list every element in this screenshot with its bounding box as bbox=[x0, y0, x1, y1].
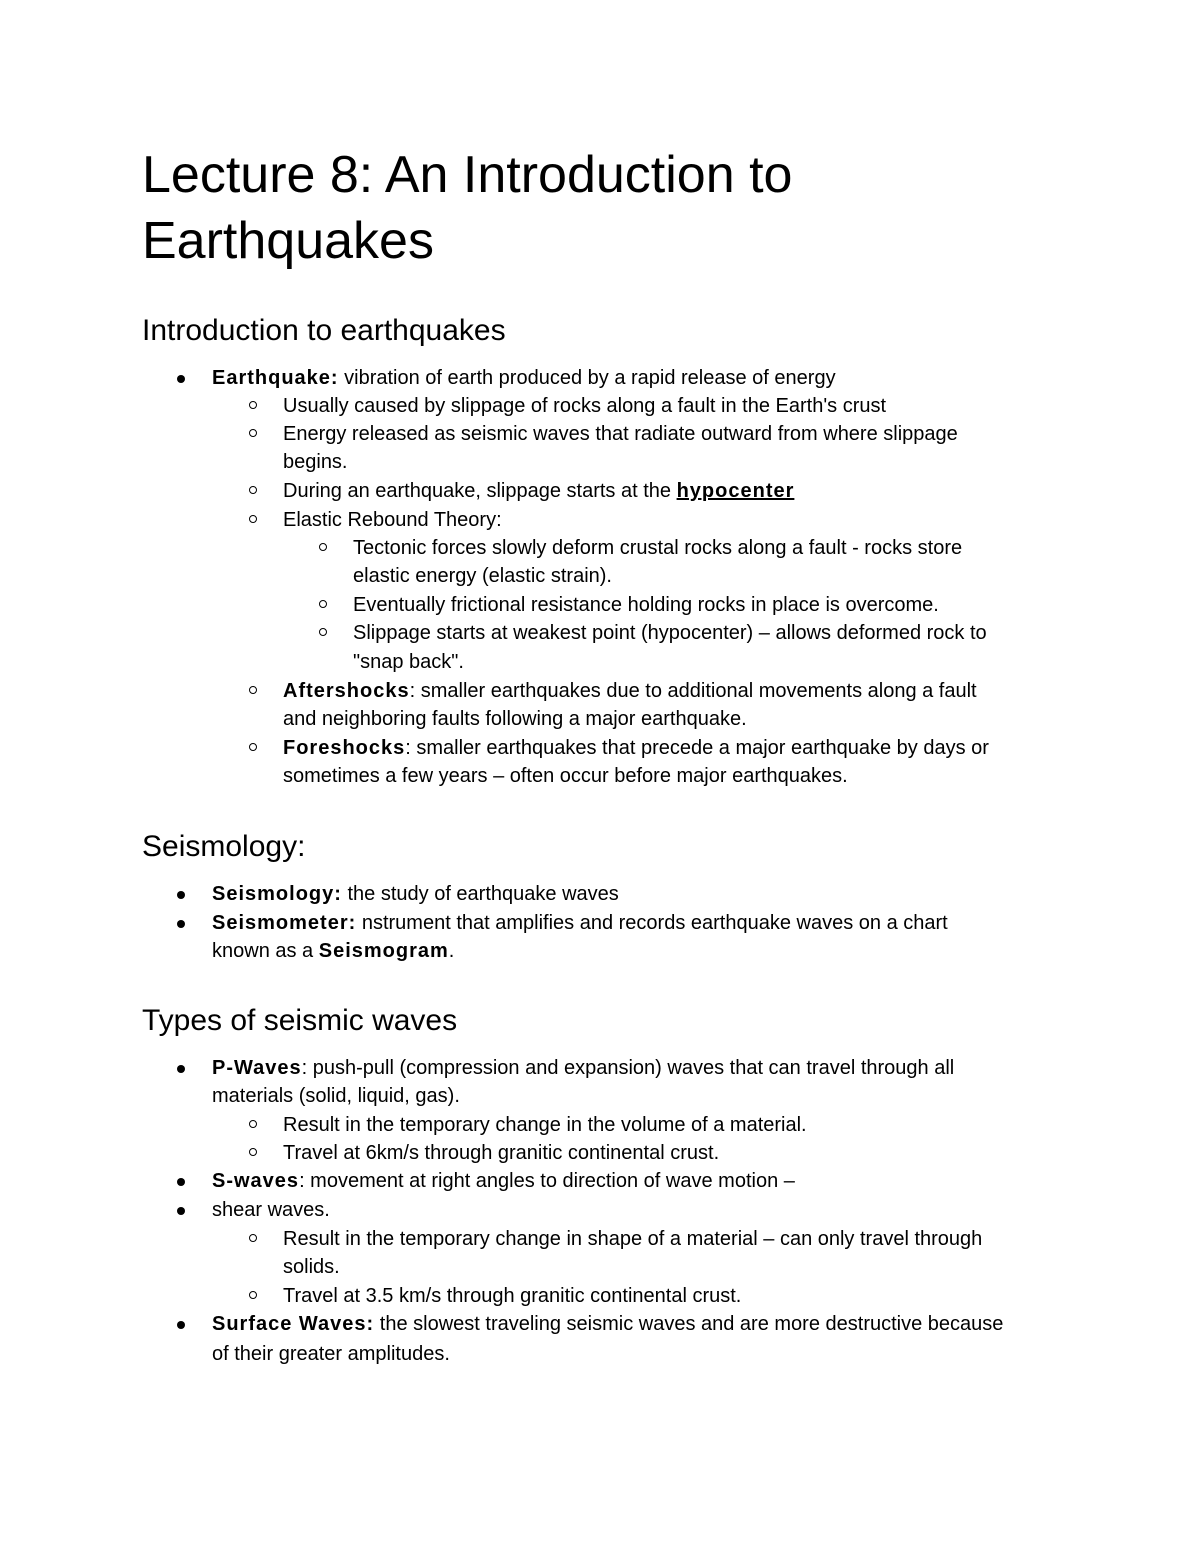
list-item-s-waves: S-waves: movement at right angles to direction of wave motion – bbox=[212, 1170, 795, 1192]
hypocenter-link[interactable]: hypocenter bbox=[676, 480, 795, 502]
circle-bullet-icon bbox=[319, 628, 327, 636]
list-item: Result in the temporary change in shape of a material – can only travel through bbox=[283, 1228, 983, 1250]
circle-bullet-icon bbox=[249, 429, 257, 437]
list-item: Travel at 3.5 km/s through granitic continental crust. bbox=[283, 1285, 742, 1307]
bullet-icon bbox=[177, 1065, 185, 1073]
list-item: Elastic Rebound Theory: bbox=[283, 509, 502, 531]
bullet-icon bbox=[177, 1207, 185, 1215]
list-item-continuation: known as a Seismogram. bbox=[212, 940, 455, 962]
list-item-p-waves: P-Waves: push-pull (compression and expansion) waves that can travel through all bbox=[212, 1057, 955, 1079]
bullet-icon bbox=[177, 1178, 185, 1186]
heading-introduction: Introduction to earthquakes bbox=[142, 314, 506, 347]
circle-bullet-icon bbox=[319, 600, 327, 608]
list-item: Travel at 6km/s through granitic continental crust. bbox=[283, 1142, 720, 1164]
circle-bullet-icon bbox=[249, 486, 257, 494]
circle-bullet-icon bbox=[249, 515, 257, 523]
list-item: Slippage starts at weakest point (hypocenter) – allows deformed rock to bbox=[353, 622, 987, 644]
list-item-continuation: materials (solid, liquid, gas). bbox=[212, 1085, 460, 1107]
list-item-continuation: of their greater amplitudes. bbox=[212, 1343, 450, 1365]
list-item-continuation: begins. bbox=[283, 451, 348, 473]
list-item-seismology: Seismology: the study of earthquake waves bbox=[212, 883, 619, 905]
circle-bullet-icon bbox=[249, 1234, 257, 1242]
page-title: Lecture 8: An Introduction to Earthquakes bbox=[142, 146, 793, 270]
list-item-continuation: "snap back". bbox=[353, 651, 464, 673]
list-item: Result in the temporary change in the volume of a material. bbox=[283, 1114, 807, 1136]
circle-bullet-icon bbox=[249, 401, 257, 409]
circle-bullet-icon bbox=[319, 543, 327, 551]
circle-bullet-icon bbox=[249, 743, 257, 751]
list-item-continuation: elastic energy (elastic strain). bbox=[353, 565, 612, 587]
list-item-earthquake: Earthquake: vibration of earth produced by a rapid release of energy bbox=[212, 367, 836, 389]
bullet-icon bbox=[177, 375, 185, 383]
list-item-hypocenter: During an earthquake, slippage starts at the hypocenter bbox=[283, 480, 795, 502]
list-item-continuation: solids. bbox=[283, 1256, 340, 1278]
list-item-surface-waves: Surface Waves: the slowest traveling seismic waves and are more destructive because bbox=[212, 1313, 1004, 1335]
list-item: Energy released as seismic waves that radiate outward from where slippage bbox=[283, 423, 958, 445]
circle-bullet-icon bbox=[249, 686, 257, 694]
list-item: Tectonic forces slowly deform crustal rocks along a fault - rocks store bbox=[353, 537, 963, 559]
circle-bullet-icon bbox=[249, 1148, 257, 1156]
circle-bullet-icon bbox=[249, 1120, 257, 1128]
bullet-icon bbox=[177, 891, 185, 899]
list-item-aftershocks: Aftershocks: smaller earthquakes due to additional movements along a fault bbox=[283, 680, 977, 702]
list-item-continuation: sometimes a few years – often occur before major earthquakes. bbox=[283, 765, 848, 787]
list-item-continuation: and neighboring faults following a major earthquake. bbox=[283, 708, 747, 730]
bullet-icon bbox=[177, 1321, 185, 1329]
list-item: Eventually frictional resistance holding rocks in place is overcome. bbox=[353, 594, 939, 616]
list-item: Usually caused by slippage of rocks along a fault in the Earth's crust bbox=[283, 395, 887, 417]
list-item-foreshocks: Foreshocks: smaller earthquakes that precede a major earthquake by days or bbox=[283, 737, 989, 759]
heading-seismic-waves: Types of seismic waves bbox=[142, 1004, 458, 1037]
circle-bullet-icon bbox=[249, 1291, 257, 1299]
heading-seismology: Seismology: bbox=[142, 830, 306, 863]
list-item-seismometer: Seismometer: nstrument that amplifies and records earthquake waves on a chart bbox=[212, 912, 948, 934]
list-item: shear waves. bbox=[212, 1199, 330, 1221]
bullet-icon bbox=[177, 920, 185, 928]
